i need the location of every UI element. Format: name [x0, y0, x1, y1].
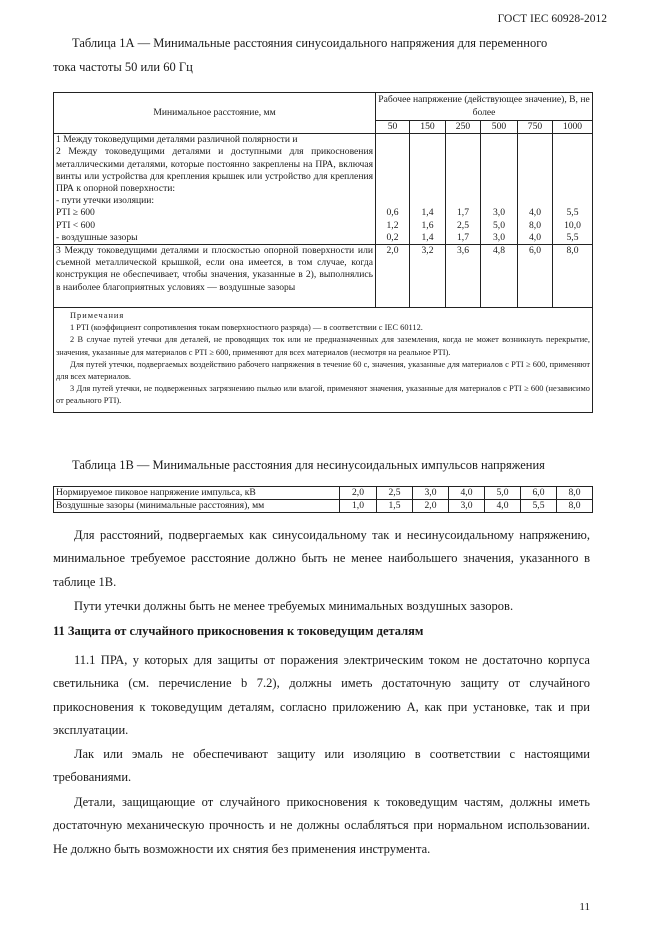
section-title: 11 Защита от случайного прикосновения к токоведущим деталям	[53, 624, 424, 638]
row1-values-250: 1,7 2,5 1,7	[446, 134, 481, 245]
voltage-500: 500	[481, 121, 518, 134]
table-cell: 1,0	[340, 500, 377, 513]
row1-description: 1 Между токоведущими деталями различной полярности и 2 Между токоведущими деталями и доступными для прикосновения металлическими деталями, которые постоянно закреплены на ПРА, включая винты или устройства для крепления крышек или устройство для крепления ПРА к опорной поверхности: - пути утечки изоляции: PTI ≥ 600 PTI < 600 - воздушные зазоры	[54, 134, 376, 245]
paragraph: 11.1 ПРА, у которых для защиты от поражения электрическим током не достаточно корпуса светильника (см. перечисление b 7.2), должны иметь достаточную защиту от случайного прикосновения к токоведущим деталям, согласно приложению А, как при установке, так и при эксплуатации.	[53, 653, 590, 737]
voltage-50: 50	[376, 121, 410, 134]
table-1a	[53, 92, 593, 413]
row1-values-50: 0,6 1,2 0,2	[376, 134, 410, 245]
table-cell: 2,0	[413, 500, 449, 513]
voltage-250: 250	[446, 121, 481, 134]
impulse-voltage-label: Нормируемое пиковое напряжение импульса, кВ	[54, 487, 340, 500]
table-1a-caption-cont: тока частоты 50 или 60 Гц	[53, 60, 193, 74]
row2-value-750: 6,0	[518, 245, 553, 308]
air-clearance-label: Воздушные зазоры (минимальные расстояния), мм	[54, 500, 340, 513]
table-1a-caption: Таблица 1А — Минимальные расстояния синусоидального напряжения для переменного	[72, 36, 548, 50]
table-cell: 6,0	[521, 487, 557, 500]
table-cell: 5,5	[521, 500, 557, 513]
row1-values-150: 1,4 1,6 1,4	[410, 134, 446, 245]
table-cell: 3,0	[449, 500, 485, 513]
row2-value-500: 4,8	[481, 245, 518, 308]
note-3: 3 Для путей утечки, не подверженных загрязнению пылью или влагой, применяют значения, указанные для материалов с PTI ≥ 600 (независимо от реального PTI).	[56, 384, 590, 406]
table-cell: 3,0	[413, 487, 449, 500]
row2-description: 3 Между токоведущими деталями и плоскостью опорной поверхности или съемной металлической крышкой, если она имеется, в том случае, когда конструкция не обеспечивает, чтобы значения, указанные в 2), выполнялись в наиболее благоприятных условиях — воздушные зазоры	[54, 245, 376, 308]
voltage-750: 750	[518, 121, 553, 134]
table-row	[54, 245, 593, 308]
table-cell: 8,0	[557, 487, 593, 500]
table-1b	[53, 486, 593, 513]
table-cell: 4,0	[485, 500, 521, 513]
table-cell: 5,0	[485, 487, 521, 500]
row2-value-150: 3,2	[410, 245, 446, 308]
table-cell: 1,5	[377, 500, 413, 513]
note-1: 1 PTI (коэффициент сопротивления токам поверхностного разряда) — в соответствии с IEC 60112.	[70, 323, 423, 333]
header-working-voltage: Рабочее напряжение (действующее значение), В, не более	[376, 93, 593, 121]
table-cell: 2,5	[377, 487, 413, 500]
table-cell: 8,0	[557, 500, 593, 513]
page-number: 11	[579, 901, 590, 913]
row1-values-500: 3,0 5,0 3,0	[481, 134, 518, 245]
table-cell: 2,0	[340, 487, 377, 500]
row2-value-50: 2,0	[376, 245, 410, 308]
table-1b-caption: Таблица 1В — Минимальные расстояния для несинусоидальных импульсов напряжения	[72, 458, 545, 472]
paragraph: Детали, защищающие от случайного прикосновения к токоведущим частям, должны иметь достаточную механическую прочность и не должны ослабляться при нормальном использовании. Не должно быть возможности их снятия без применения инструмента.	[53, 795, 590, 856]
note-2-cont: Для путей утечки, подвергаемых воздействию рабочего напряжения в течение 60 с, значения, указанные для материалов с PTI ≥ 600, применяют для всех материалов.	[56, 359, 590, 382]
table-cell: 4,0	[449, 487, 485, 500]
table-row	[54, 487, 593, 500]
row2-value-1000: 8,0	[553, 245, 593, 308]
paragraph: Пути утечки должны быть не менее требуемых минимальных воздушных зазоров.	[74, 599, 514, 613]
voltage-150: 150	[410, 121, 446, 134]
table-row	[54, 500, 593, 513]
row2-value-250: 3,6	[446, 245, 481, 308]
note-2: 2 В случае путей утечки для деталей, не проводящих ток или не предназначенных для заземления, когда не может возникнуть перекрытие, значения, указанные для материалов с PTI ≥ 600, применяют для всех материалов (несмотря на реальное PTI).	[56, 335, 590, 357]
table-row	[54, 134, 593, 245]
voltage-1000: 1000	[553, 121, 593, 134]
table-1a-notes	[54, 308, 593, 413]
row1-values-750: 4,0 8,0 4,0	[518, 134, 553, 245]
document-header: ГОСТ IEC 60928-2012	[497, 13, 607, 25]
paragraph: Для расстояний, подвергаемых как синусоидальному так и несинусоидальному напряжению, минимальное требуемое расстояние должно быть не менее наибольшего значения, указанного в таблице 1В.	[53, 528, 590, 589]
header-min-distance: Минимальное расстояние, мм	[54, 93, 376, 134]
notes-title: Примечания	[70, 311, 125, 321]
paragraph: Лак или эмаль не обеспечивают защиту или изоляцию в соответствии с настоящими требованиями.	[53, 747, 590, 785]
row1-values-1000: 5,5 10,0 5,5	[553, 134, 593, 245]
